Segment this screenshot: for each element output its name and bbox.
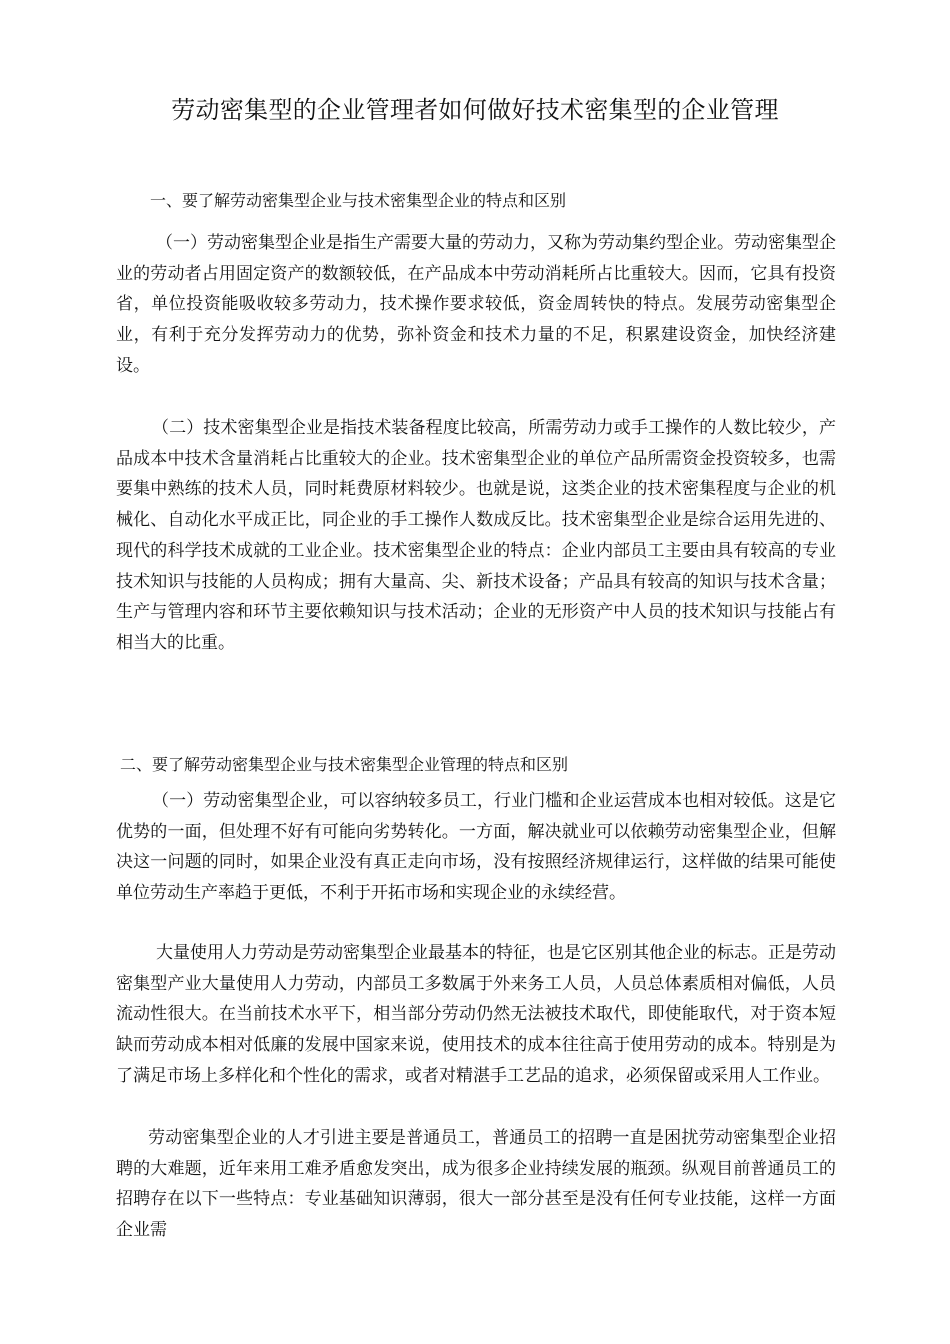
paragraph: （一）劳动密集型企业，可以容纳较多员工，行业门槛和企业运营成本也相对较低。这是它优势的一面，但处理不好有可能向劣势转化。一方面，解决就业可以依赖劳动密集型企业，但解决这一问题的同时，如果企业没有真正走向市场，没有按照经济规律运行，这样做的结果可能使单位劳动生产率趋于更低，不利于开拓市场和实现企业的永续经营。: [116, 791, 836, 904]
paragraph: 劳动密集型企业的人才引进主要是普通员工，普通员工的招聘一直是困扰劳动密集型企业招聘的大难题，近年来用工难矛盾愈发突出，成为很多企业持续发展的瓶颈。纵观目前普通员工的招聘存在以下一些特点：专业基础知识薄弱，很大一部分甚至是没有任何专业技能，这样一方面企业需: [116, 1128, 836, 1241]
paragraph: 大量使用人力劳动是劳动密集型企业最基本的特征，也是它区别其他企业的标志。正是劳动密集型产业大量使用人力劳动，内部员工多数属于外来务工人员，人员总体素质相对偏低，人员流动性很大。在当前技术水平下，相当部分劳动仍然无法被技术取代，即使能取代，对于资本短缺而劳动成本相对低廉的发展中国家来说，使用技术的成本往往高于使用劳动的成本。特别是为了满足市场上多样化和个性化的需求，或者对精湛手工艺品的追求，必须保留或采用人工作业。: [116, 943, 836, 1086]
paragraph: （二）技术密集型企业是指技术装备程度比较高，所需劳动力或手工操作的人数比较少，产品成本中技术含量消耗占比重较大的企业。技术密集型企业的单位产品所需资金投资较多，也需要集中熟练的技术人员，同时耗费原材料较少。也就是说，这类企业的技术密集程度与企业的机械化、自动化水平成正比，同企业的手工操作人数成反比。技术密集型企业是综合运用先进的、现代的科学技术成就的工业企业。技术密集型企业的特点：企业内部员工主要由具有较高的专业技术知识与技能的人员构成；拥有大量高、尖、新技术设备；产品具有较高的知识与技术含量；生产与管理内容和环节主要依赖知识与技术活动；企业的无形资产中人员的技术知识与技能占有相当大的比重。: [116, 418, 836, 653]
paragraph: （一）劳动密集型企业是指生产需要大量的劳动力，又称为劳动集约型企业。劳动密集型企业的劳动者占用固定资产的数额较低，在产品成本中劳动消耗所占比重较大。因而，它具有投资省，单位投资能吸收较多劳动力，技术操作要求较低，资金周转快的特点。发展劳动密集型企业，有利于充分发挥劳动力的优势，弥补资金和技术力量的不足，积累建设资金，加快经济建设。: [116, 233, 836, 376]
section-heading-1: 一、要了解劳动密集型企业与技术密集型企业的特点和区别: [150, 191, 567, 210]
document-title: 劳动密集型的企业管理者如何做好技术密集型的企业管理: [171, 96, 779, 124]
section-heading-2: 二、要了解劳动密集型企业与技术密集型企业管理的特点和区别: [120, 755, 569, 774]
